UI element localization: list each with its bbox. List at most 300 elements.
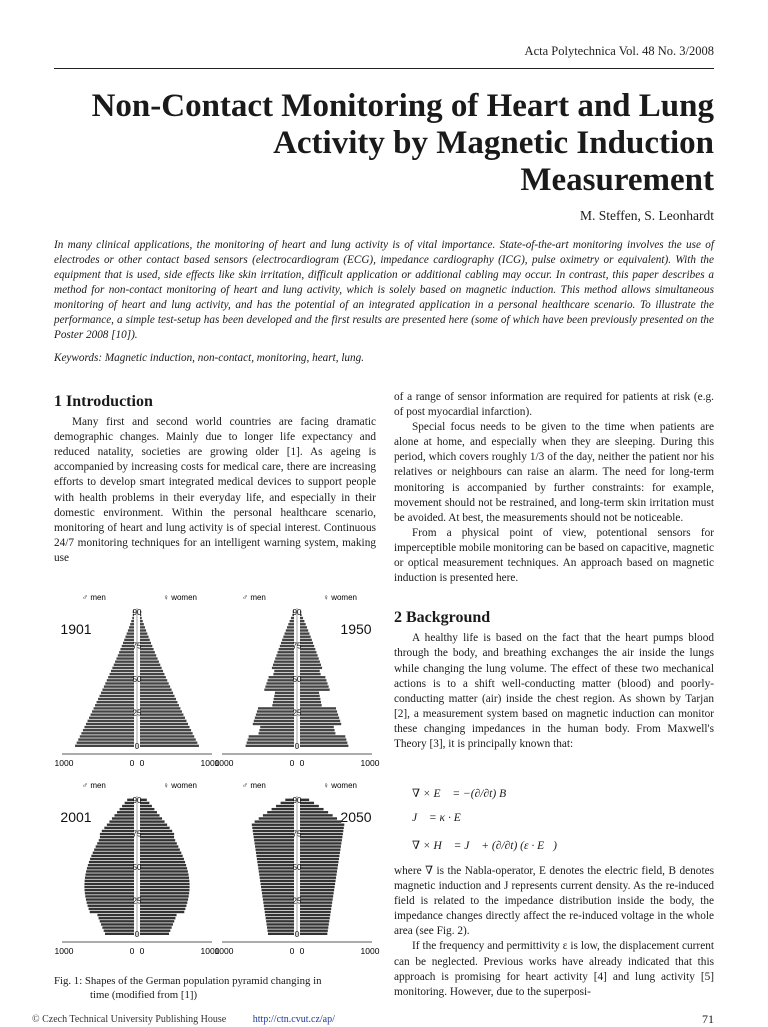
pyramid-bar-male	[93, 852, 134, 854]
pyramid-bar-female	[140, 664, 160, 666]
pyramid-bar-male	[129, 626, 134, 628]
pyramid-bar-female	[300, 704, 322, 706]
pyramid-bar-male	[265, 911, 294, 913]
pyramid-bar-female	[140, 660, 159, 662]
count-axis-zero-label: 0	[299, 758, 305, 768]
pyramid-bar-male	[99, 839, 134, 841]
figure-caption	[54, 974, 376, 1002]
pyramid-bar-female	[300, 682, 328, 684]
pyramid-bar-female	[300, 820, 341, 822]
pyramid-bar-female	[300, 824, 344, 826]
pyramid-bar-male	[75, 745, 134, 747]
pyramid-bar-female	[140, 679, 167, 681]
count-axis-right-label: 1000	[360, 758, 380, 768]
count-axis-zero-label: 0	[139, 946, 145, 956]
age-tick-label: 75	[292, 641, 302, 651]
pyramid-bar-female	[300, 741, 347, 743]
pyramid-bar-female	[140, 833, 174, 835]
pyramid-bar-male	[97, 701, 134, 703]
pyramid-bar-female	[140, 732, 193, 734]
pyramid-bar-female	[300, 720, 340, 722]
pyramid-bar-female	[140, 848, 180, 850]
pyramid-bar-male	[264, 905, 294, 907]
abstract: In many clinical applications, the monitoring of heart and lung activity is of vital importance. State-of-the-art monitoring involves the use of electrodes or other contact based sensors (electrocardiogram (ECG), impedance cardiography (ICG), pulse oximetry or equivalent). With the equipment that is used, side effects like skin irritation, difficult application or additional cabling may occur. In contrast, this paper describes a method for non-contact monitoring of heart and lung activity, which is solely based on magnetic induction. This method allows simultaneous monitoring of heart and lung activity, and has the potential of an integrated application in a personal healthcare scenario. To illustrate the performance, a simple test-setup has been developed and the first results are presented here (some of which have been previously presented on the Poster 2008 [10]).	[54, 239, 714, 341]
age-tick-label: 90	[292, 608, 302, 617]
pyramid-bar-male	[117, 811, 134, 813]
pyramid-bar-male	[276, 805, 294, 807]
pyramid-bar-male	[265, 685, 294, 687]
pyramid-bar-male	[80, 735, 134, 737]
pyramid-bar-male	[273, 701, 294, 703]
women-label: ♀ women	[162, 593, 198, 602]
pyramid-bar-female	[300, 923, 329, 925]
pyramid-bar-male	[268, 679, 294, 681]
pyramid-bar-male	[89, 717, 134, 719]
pyramid-bar-female	[140, 911, 184, 913]
pyramid-bar-male	[84, 726, 134, 728]
pyramid-bar-male	[291, 617, 294, 619]
year-label: 1901	[60, 621, 92, 637]
pyramid-bar-male	[257, 710, 294, 712]
pyramid-bar-male	[107, 679, 134, 681]
pyramid-bar-male	[99, 917, 134, 919]
pyramid-bar-female	[300, 889, 334, 891]
pyramid-bar-male	[286, 629, 294, 631]
pyramid-bar-female	[300, 892, 334, 894]
pyramid-bar-female	[140, 738, 196, 740]
age-tick-label: 75	[132, 829, 142, 839]
equation-2: J⃗ = κ · E⃗	[412, 812, 470, 824]
pyramid-bar-female	[140, 923, 173, 925]
pyramid-bar-male	[102, 830, 134, 832]
pyramid-bar-female	[140, 926, 172, 928]
pyramid-bar-female	[300, 908, 331, 910]
pyramid-bar-male	[253, 723, 294, 725]
pyramid-bar-male	[287, 626, 294, 628]
pyramid-bar-male	[112, 817, 134, 819]
col2-paragraph-2: Special focus needs to be given to the time when patients are alone at home, and especially when they are sleeping. During this period, which covers roughly 1/3 of the day, neither the patient nor his relatives or neighbours can raise an alarm. The need for long-term monitoring is accompanied by further constraints: for example, movement should not be restrained, and long-term skin irritation must be avoided. At best, the measurements should not be noticeable.	[394, 421, 714, 524]
pyramid-bar-female	[140, 645, 152, 647]
pyramid-bar-female	[300, 886, 335, 888]
men-label: ♂ men	[82, 593, 106, 602]
pyramid-bar-female	[140, 729, 191, 731]
pyramid-bar-male	[100, 695, 134, 697]
pyramid-bar-female	[140, 673, 164, 675]
pyramid-bar-male	[100, 833, 134, 835]
pyramid-bar-male	[86, 898, 134, 900]
age-tick-label: 50	[132, 863, 142, 872]
pyramid-bar-female	[140, 820, 165, 822]
pyramid-bar-female	[140, 914, 177, 916]
pyramid-bar-male	[275, 692, 294, 694]
pyramid-bar-male	[253, 833, 294, 835]
equation-1: ∇ × E⃗ = −(∂/∂t) B⃗	[412, 788, 516, 800]
pyramid-bar-male	[288, 623, 294, 625]
col2-paragraph-continued: of a range of sensor information are required for patients at risk (e.g. of post myocardial infarction).	[394, 391, 714, 419]
pyramid-bar-male	[260, 877, 294, 879]
pyramid-bar-female	[300, 814, 333, 816]
pyramid-bar-male	[110, 673, 134, 675]
pyramid-bar-female	[300, 836, 342, 838]
pyramid-bar-female	[300, 701, 321, 703]
age-tick-label: 0	[134, 742, 140, 751]
pyramid-bar-female	[140, 889, 189, 891]
right-column-lower	[394, 864, 714, 1000]
pyramid-bar-male	[273, 664, 294, 666]
section-heading-background: 2 Background	[394, 609, 491, 627]
pyramid-bar-female	[140, 704, 179, 706]
pyramid-bar-male	[254, 836, 294, 838]
pyramid-bar-male	[97, 842, 134, 844]
pyramid-bar-female	[140, 632, 147, 634]
pyramid-bar-male	[90, 911, 134, 913]
age-tick-label: 75	[292, 829, 302, 839]
pyramid-bar-male	[85, 877, 134, 879]
pyramid-bar-male	[90, 858, 134, 860]
pyramid-bar-male	[112, 667, 134, 669]
year-label: 1950	[340, 621, 372, 637]
pyramid-bar-male	[120, 808, 134, 810]
pyramid-bar-male	[256, 848, 294, 850]
pyramid-bar-male	[263, 814, 294, 816]
pyramid-bar-male	[263, 901, 294, 903]
header-rule	[54, 68, 714, 69]
pyramid-bar-male	[290, 620, 294, 622]
pyramid-bar-female	[300, 735, 345, 737]
pyramid-bar-male	[267, 811, 294, 813]
pyramid-bar-female	[300, 842, 341, 844]
pyramid-bar-female	[140, 620, 143, 622]
age-tick-label: 0	[294, 742, 300, 751]
pyramid-bar-male	[87, 867, 134, 869]
pyramid-bar-female	[300, 738, 346, 740]
pyramid-bar-male	[119, 651, 134, 653]
pyramid-bar-female	[300, 817, 337, 819]
pyramid-bar-female	[140, 629, 146, 631]
pyramid-bar-male	[272, 667, 294, 669]
pyramid-bar-male	[278, 651, 294, 653]
pyramid-bar-female	[140, 858, 184, 860]
pyramid-bar-male	[83, 729, 134, 731]
pyramid-bar-female	[300, 808, 324, 810]
pyramid-bar-male	[256, 855, 294, 857]
pyramid-bar-female	[140, 741, 197, 743]
pyramid-bar-male	[262, 892, 294, 894]
pyramid-bar-male	[104, 929, 134, 931]
pyramid-bar-female	[140, 642, 151, 644]
pyramid-bar-female	[140, 861, 185, 863]
pyramid-bar-male	[100, 920, 134, 922]
footer-url-link[interactable]: http://ctn.cvut.cz/ap/	[252, 1014, 335, 1025]
pyramid-bar-female	[140, 685, 170, 687]
pyramid-bar-male	[96, 845, 134, 847]
pyramid-bar-male	[109, 820, 134, 822]
pyramid-bar-male	[274, 695, 294, 697]
pyramid-bar-female	[140, 808, 154, 810]
pyramid-bar-male	[259, 873, 294, 875]
count-axis-right-label: 1000	[360, 946, 380, 956]
count-axis-zero-label: 0	[289, 758, 295, 768]
age-tick-label: 25	[292, 896, 302, 906]
pyramid-bar-male	[85, 889, 134, 891]
pyramid-bar-male	[105, 682, 134, 684]
pyramid-bar-male	[91, 855, 134, 857]
pyramid-bar-male	[255, 842, 294, 844]
pyramid-bar-male	[81, 732, 134, 734]
pyramid-bar-female	[140, 905, 186, 907]
pyramid-bar-female	[140, 852, 181, 854]
pyramid-bar-female	[300, 692, 319, 694]
pyramid-bar-female	[140, 842, 177, 844]
pyramid-bar-male	[127, 632, 134, 634]
pyramid-bar-female	[140, 836, 174, 838]
pyramid-bar-male	[266, 920, 294, 922]
women-label: ♀ women	[322, 593, 358, 602]
pyramid-bar-male	[255, 820, 294, 822]
age-tick-label: 25	[132, 708, 142, 718]
pyramid-bar-male	[262, 889, 294, 891]
pyramid-bar-female	[140, 870, 188, 872]
pyramid-bar-male	[256, 852, 294, 854]
pyramid-bar-female	[300, 873, 337, 875]
pyramid-bar-male	[264, 689, 294, 691]
pyramid-bar-male	[108, 676, 134, 678]
pyramid-bar-female	[140, 626, 145, 628]
pyramid-bar-female	[300, 883, 335, 885]
men-label: ♂ men	[82, 781, 106, 790]
count-axis-right-label: 1000	[200, 946, 220, 956]
pyramid-bar-male	[125, 636, 134, 638]
pyramid-bar-male	[259, 817, 294, 819]
pyramid-bar-female	[140, 735, 194, 737]
pyramid-bar-male	[88, 905, 134, 907]
pyramid-bar-male	[86, 723, 134, 725]
pyramid-bar-male	[94, 848, 134, 850]
pyramid-bar-female	[300, 639, 312, 641]
pyramid-bar-male	[276, 654, 294, 656]
count-axis-right-label: 1000	[200, 758, 220, 768]
pyramid-bar-male	[89, 861, 134, 863]
year-label: 2050	[340, 809, 372, 825]
pyramid-bar-female	[300, 623, 306, 625]
figure-caption-line1: Fig. 1: Shapes of the German population pyramid changing in	[54, 975, 322, 987]
pyramid-bar-female	[300, 710, 337, 712]
pyramid-bar-male	[259, 729, 294, 731]
paper-title: Non-Contact Monitoring of Heart and Lung Activity by Magnetic Induction Measurement	[91, 88, 714, 198]
age-tick-label: 25	[292, 708, 302, 718]
pyramid-bar-male	[104, 685, 134, 687]
left-column	[54, 394, 376, 566]
pyramid-bar-male	[248, 738, 294, 740]
pyramid-bar-female	[300, 811, 328, 813]
equation-3: ∇ × H⃗ = J⃗ + (∂/∂t) (ε · E⃗)	[412, 840, 557, 852]
pyramid-bar-male	[266, 917, 294, 919]
pyramid-bar-female	[140, 867, 187, 869]
pyramid-bar-female	[140, 839, 175, 841]
pyramid-bar-male	[122, 805, 134, 807]
pyramid-bar-male	[260, 880, 294, 882]
pyramid-bar-male	[102, 926, 134, 928]
pyramid-bar-female	[140, 670, 163, 672]
pyramid-bar-male	[114, 814, 134, 816]
women-label: ♀ women	[162, 781, 198, 790]
pyramid-bar-male	[85, 873, 134, 875]
pyramid-bar-female	[140, 617, 142, 619]
pyramid-bar-female	[300, 636, 311, 638]
count-axis-left-label: 1000	[54, 946, 74, 956]
pyramid-bar-male	[272, 808, 294, 810]
pyramid-bar-male	[274, 670, 294, 672]
age-tick-label: 75	[132, 641, 142, 651]
pyramid-bar-female	[140, 805, 152, 807]
intro-paragraph-1: Many first and second world countries are facing dramatic demographic changes. Mainly due to longer life expectancy and reduced natality, societies are growing older [1]. As ageing is accompanied by increasing costs for medical care, there are increasing efforts to develop smart integrated medical devices to support people with health problems in their everyday life, and especially in their domestic environment. Within the personal healthcare scenario, monitoring of heart and lung activity is of special interest. Continuous 24/7 monitoring techniques for an intelligent warning system, making use	[54, 416, 376, 564]
paper-authors: M. Steffen, S. Leonhardt	[580, 208, 714, 223]
count-axis-zero-label: 0	[289, 946, 295, 956]
pyramid-bar-female	[300, 855, 339, 857]
pyramid-bar-female	[300, 926, 328, 928]
pyramid-bar-female	[140, 723, 188, 725]
pyramid-bar-male	[111, 670, 134, 672]
pyramid-bar-female	[300, 645, 314, 647]
pyramid-bar-female	[300, 839, 342, 841]
pyramid-bar-male	[283, 636, 294, 638]
pyramid-bar-male	[97, 914, 134, 916]
pyramid-bar-male	[107, 824, 134, 826]
pyramid-bar-female	[300, 867, 338, 869]
pyramid-bar-female	[140, 814, 160, 816]
pyramid-bar-male	[259, 732, 294, 734]
pyramid-bar-female	[140, 639, 150, 641]
pyramid-bar-male	[85, 895, 134, 897]
pyramid-bar-male	[252, 827, 294, 829]
pyramid-bar-male	[115, 660, 134, 662]
pyramid-bar-female	[300, 852, 340, 854]
pyramid-bar-male	[255, 845, 294, 847]
pyramid-bar-female	[140, 895, 189, 897]
pyramid-bar-female	[300, 670, 320, 672]
footer	[32, 1014, 335, 1025]
pyramid-bar-female	[140, 745, 199, 747]
pyramid-bar-female	[300, 845, 341, 847]
pyramid-bar-female	[300, 689, 330, 691]
pyramid-bar-male	[102, 689, 134, 691]
pyramid-bar-female	[300, 805, 319, 807]
figure-caption-line2: time (modified from [1])	[90, 989, 198, 1001]
pyramid-bar-female	[300, 685, 329, 687]
pyramid-bar-male	[85, 880, 134, 882]
pyramid-bar-male	[262, 895, 294, 897]
pyramid-bar-female	[300, 629, 308, 631]
pyramid-bar-female	[140, 845, 178, 847]
pyramid-bar-female	[300, 870, 337, 872]
pyramid-bar-female	[300, 651, 316, 653]
pyramid-bar-male	[132, 617, 134, 619]
pyramid-bar-female	[140, 883, 190, 885]
pyramid-bar-female	[140, 917, 175, 919]
pyramid-bar-male	[128, 629, 134, 631]
pyramid-bar-female	[140, 717, 185, 719]
pyramid-bar-male	[116, 657, 134, 659]
pyramid-bar-male	[272, 704, 294, 706]
pyramid-bar-male	[88, 864, 134, 866]
pyramid-bar-male	[261, 883, 294, 885]
pyramid-bar-female	[300, 833, 343, 835]
men-label: ♂ men	[242, 593, 266, 602]
pyramid-bar-female	[300, 626, 307, 628]
age-tick-label: 50	[292, 675, 302, 684]
pyramid-bar-female	[140, 933, 169, 935]
pyramid-bar-female	[140, 698, 176, 700]
pyramid-bar-male	[78, 738, 134, 740]
pyramid-bar-female	[300, 933, 327, 935]
pyramid-bar-female	[300, 745, 348, 747]
pyramid-bar-female	[300, 620, 304, 622]
pyramid-bar-female	[300, 617, 303, 619]
pyramid-bar-female	[300, 858, 339, 860]
pyramid-bar-male	[88, 720, 134, 722]
pyramid-bar-female	[300, 664, 321, 666]
pyramid-bar-female	[300, 864, 338, 866]
age-tick-label: 0	[134, 930, 140, 939]
background-paragraph-2: where ∇ is the Nabla-operator, E denotes the electric field, B denotes magnetic induction and J represents current density. As the re-induced field is related to the impedance distribution inside the body, the impedance changes directly affect the re-induced voltage in the whole area (see Fig. 2).	[394, 865, 714, 938]
pyramid-bar-male	[105, 933, 134, 935]
pyramid-bar-male	[131, 620, 134, 622]
pyramid-bar-male	[114, 664, 134, 666]
pyramid-bar-female	[300, 676, 325, 678]
pyramid-bar-male	[118, 654, 134, 656]
pyramid-bar-female	[140, 824, 167, 826]
pyramid-bar-male	[269, 676, 294, 678]
pyramid-bar-female	[140, 636, 149, 638]
journal-header: Acta Polytechnica Vol. 48 No. 3/2008	[524, 44, 714, 58]
pyramid-bar-male	[258, 867, 294, 869]
count-axis-left-label: 1000	[214, 758, 234, 768]
pyramid-bar-male	[274, 698, 294, 700]
pyramid-bar-female	[140, 817, 162, 819]
background-paragraph-1: A healthy life is based on the fact that the heart pumps blood through the body, and breathing exchanges the air inside the lungs while changing the lung volume. The effect of these two mechanical actions is to a shift well-conducting matter (blood) and poorly-conducting matter (air) inside the chest region. As shown by Tarjan [2], a measurement system based on magnetic induction can monitor these changing impedances in the human body. From Maxwell's Theory [3], it is principally known that:	[394, 632, 714, 750]
footer-publisher: © Czech Technical University Publishing House	[32, 1014, 227, 1025]
background-paragraph-3: If the frequency and permittivity ε is low, the displacement current can be neglected. Previous works have already indicated that this approach is promising for heart activity [4] and lung activity [5] monitoring. However, due to the superposi-	[394, 940, 714, 998]
age-tick-label: 90	[132, 796, 142, 805]
pyramid-bar-female	[300, 898, 333, 900]
keywords: Keywords: Magnetic induction, non-contact, monitoring, heart, lung.	[54, 352, 364, 364]
pyramid-bar-female	[300, 726, 334, 728]
pyramid-bar-female	[300, 917, 330, 919]
pyramid-bar-female	[300, 929, 328, 931]
pyramid-bar-female	[300, 861, 338, 863]
pyramid-bar-female	[140, 695, 174, 697]
pyramid-bar-male	[267, 926, 294, 928]
pyramid-bar-male	[259, 870, 294, 872]
pyramid-bar-male	[246, 745, 294, 747]
pyramid-bar-female	[300, 642, 313, 644]
pyramid-bar-male	[273, 673, 294, 675]
age-tick-label: 0	[294, 930, 300, 939]
pyramid-bar-male	[254, 720, 294, 722]
pyramid-bar-male	[101, 692, 134, 694]
pyramid-bar-female	[300, 717, 339, 719]
section-heading-introduction: 1 Introduction	[54, 393, 153, 410]
pyramid-bar-male	[260, 726, 294, 728]
pyramid-bar-female	[300, 802, 314, 804]
pyramid-bar-male	[256, 713, 294, 715]
pyramid-bar-female	[140, 648, 154, 650]
pyramid-bar-male	[268, 933, 294, 935]
count-axis-zero-label: 0	[139, 758, 145, 768]
pyramid-bar-male	[247, 741, 294, 743]
pyramid-bar-female	[300, 914, 330, 916]
pyramid-bar-female	[300, 713, 338, 715]
